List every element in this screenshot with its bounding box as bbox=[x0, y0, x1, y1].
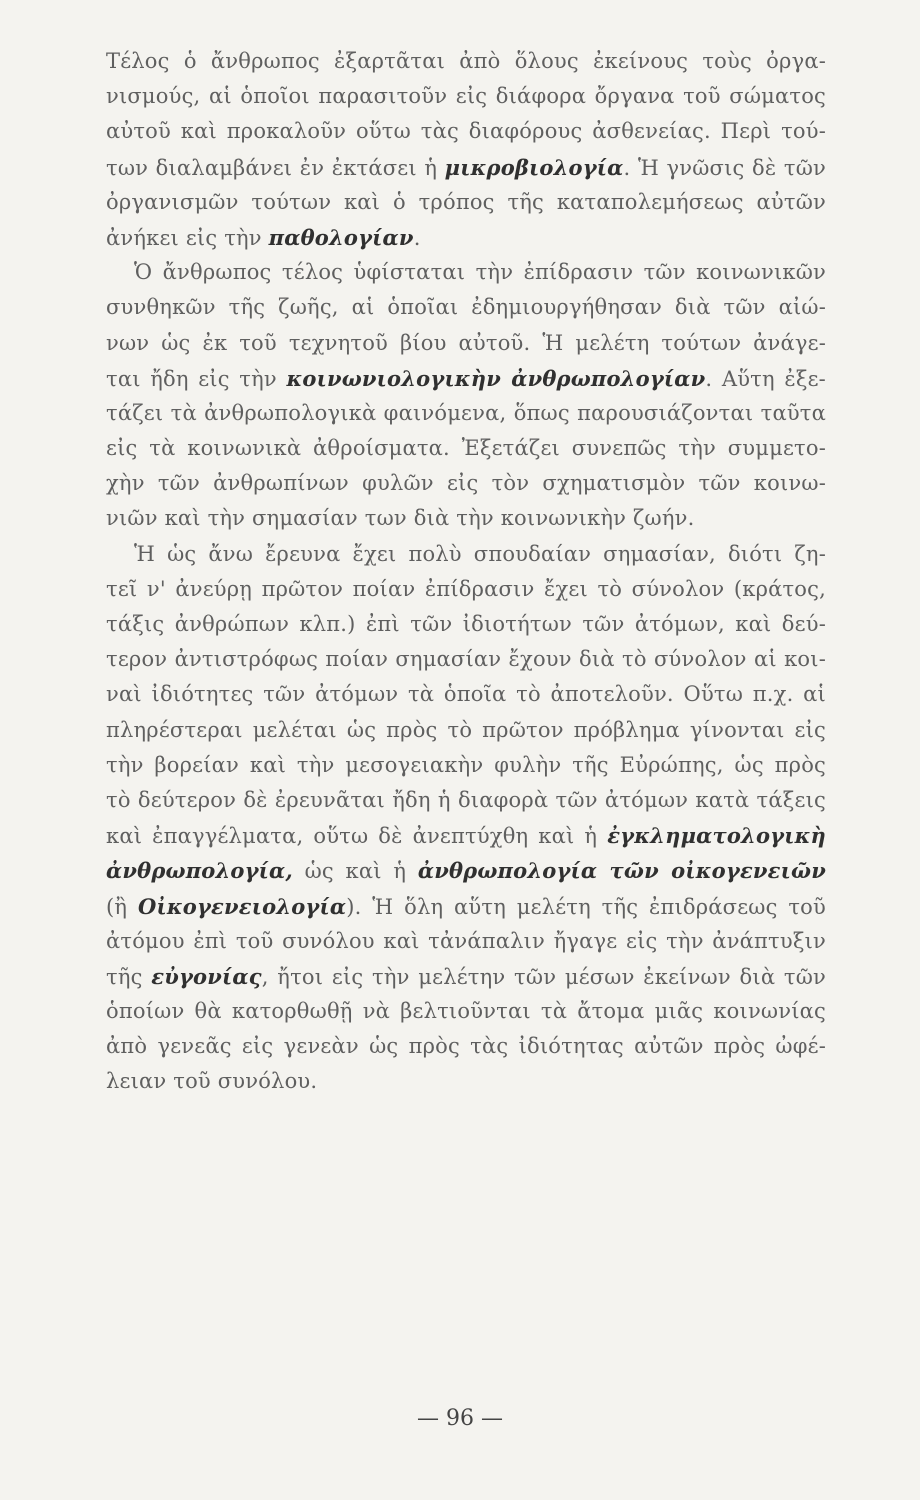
text-segment: συνθηκῶν τῆς ζωῆς, αἱ ὁποῖαι ἐδημιουργήθησαν διὰ τῶν αἰώ- bbox=[106, 295, 826, 320]
text-line bbox=[106, 396, 826, 431]
text-segment: . Ἡ γνῶσις δὲ τῶν bbox=[623, 155, 826, 180]
text-segment: (ἢ bbox=[106, 894, 138, 919]
text-segment: εἰς τὰ κοινωνικὰ ἀθροίσματα. Ἐξετάζει συνεπῶς τὴν συμμετο- bbox=[106, 436, 826, 461]
text-segment: καὶ ἐπαγγέλματα, οὕτω δὲ ἀνεπτύχθη καὶ ἡ bbox=[106, 824, 608, 849]
text-line bbox=[106, 642, 826, 677]
text-line bbox=[106, 924, 826, 959]
text-line bbox=[106, 290, 826, 325]
text-line bbox=[106, 114, 826, 149]
emphasized-term: εὐγονίας bbox=[151, 963, 262, 989]
text-line bbox=[106, 501, 826, 536]
text-line bbox=[106, 959, 826, 994]
text-segment: τάζει τὰ ἀνθρωπολογικὰ φαινόμενα, ὅπως παρουσιάζονται ταῦτα bbox=[106, 400, 826, 425]
text-segment: νων ὡς ἐκ τοῦ τεχνητοῦ βίου αὐτοῦ. Ἡ μελέτη τούτων ἀνάγε- bbox=[106, 330, 826, 355]
page-number: — 96 — bbox=[417, 1406, 503, 1431]
text-segment: ναὶ ἰδιότητες τῶν ἀτόμων τὰ ὁποῖα τὸ ἀποτελοῦν. Οὕτω π.χ. αἱ bbox=[106, 682, 826, 707]
emphasized-term: κοινωνιολογικὴν ἀνθρωπολογίαν bbox=[286, 365, 706, 391]
emphasized-term: παθολογίαν bbox=[268, 224, 414, 250]
text-segment: ἀνήκει εἰς τὴν bbox=[106, 225, 269, 250]
text-segment: ται ἤδη εἰς τὴν bbox=[106, 366, 287, 391]
text-segment: ὡς καὶ ἡ bbox=[292, 859, 418, 884]
text-line bbox=[106, 994, 826, 1029]
text-segment: ὀργανισμῶν τούτων καὶ ὁ τρόπος τῆς καταπολεμήσεως αὐτῶν bbox=[106, 189, 826, 214]
text-segment: ἀτόμου ἐπὶ τοῦ συνόλου καὶ τἀνάπαλιν ἤγαγε εἰς τὴν ἀνάπτυξιν bbox=[106, 928, 826, 953]
text-segment: τεῖ ν' ἀνεύρῃ πρῶτον ποίαν ἐπίδρασιν ἔχει τὸ σύνολον (κράτος, bbox=[106, 576, 826, 601]
text-segment: ). Ἡ ὅλη αὕτη μελέτη τῆς ἐπιδράσεως τοῦ bbox=[346, 894, 826, 919]
text-segment: χὴν τῶν ἀνθρωπίνων φυλῶν εἰς τὸν σχηματισμὸν τῶν κοινω- bbox=[106, 471, 826, 496]
text-segment: αὐτοῦ καὶ προκαλοῦν οὕτω τὰς διαφόρους ἀσθενείας. Περὶ τού- bbox=[106, 119, 826, 144]
text-line bbox=[106, 889, 826, 924]
text-line bbox=[106, 466, 826, 501]
text-line bbox=[106, 677, 826, 712]
text-segment: τὴν βορείαν καὶ τὴν μεσογειακὴν φυλὴν τῆς Εὐρώπης, ὡς πρὸς bbox=[106, 752, 826, 777]
text-segment: Ὁ ἄνθρωπος τέλος ὑφίσταται τὴν ἐπίδρασιν τῶν κοινωνικῶν bbox=[134, 260, 826, 285]
text-line bbox=[106, 185, 826, 220]
text-segment: νισμούς, αἱ ὁποῖοι παρασιτοῦν εἰς διάφορα ὄργανα τοῦ σώματος bbox=[106, 84, 826, 109]
text-line bbox=[106, 431, 826, 466]
text-segment: . bbox=[413, 225, 421, 250]
emphasized-term: μικροβιολογία bbox=[444, 154, 624, 180]
text-segment: των διαλαμβάνει ἐν ἐκτάσει ἡ bbox=[106, 155, 445, 180]
text-segment: λειαν τοῦ συνόλου. bbox=[106, 1069, 318, 1094]
text-line bbox=[106, 361, 826, 396]
text-line bbox=[106, 79, 826, 114]
text-segment: πληρέστεραι μελέται ὡς πρὸς τὸ πρῶτον πρόβλημα γίνονται εἰς bbox=[106, 717, 826, 742]
text-line bbox=[106, 818, 826, 853]
text-segment: ἀπὸ γενεᾶς εἰς γενεὰν ὡς πρὸς τὰς ἰδιότητας αὐτῶν πρὸς ὠφέ- bbox=[106, 1034, 826, 1059]
text-segment: τῆς bbox=[106, 964, 152, 989]
text-line bbox=[106, 607, 826, 642]
text-line bbox=[106, 713, 826, 748]
text-line bbox=[106, 853, 826, 888]
text-segment: . Αὕτη ἐξε- bbox=[705, 366, 826, 391]
text-segment: τὸ δεύτερον δὲ ἐρευνᾶται ἤδη ἡ διαφορὰ τῶν ἀτόμων κατὰ τάξεις bbox=[106, 787, 826, 812]
text-segment: Ἡ ὡς ἄνω ἔρευνα ἔχει πολὺ σπουδαίαν σημασίαν, διότι ζη- bbox=[134, 541, 826, 566]
text-line bbox=[106, 783, 826, 818]
text-line bbox=[106, 220, 826, 255]
text-line bbox=[106, 326, 826, 361]
text-segment: ὁποίων θὰ κατορθωθῇ νὰ βελτιοῦνται τὰ ἄτομα μιᾶς κοινωνίας bbox=[106, 999, 826, 1024]
text-line bbox=[106, 748, 826, 783]
text-line bbox=[106, 572, 826, 607]
text-segment: νιῶν καὶ τὴν σημασίαν των διὰ τὴν κοινωνικὴν ζωήν. bbox=[106, 506, 695, 531]
text-line bbox=[106, 255, 826, 290]
text-segment: , ἤτοι εἰς τὴν μελέτην τῶν μέσων ἐκείνων διὰ τῶν bbox=[261, 964, 826, 989]
text-line bbox=[106, 150, 826, 185]
text-line bbox=[106, 537, 826, 572]
text-segment: τάξις ἀνθρώπων κλπ.) ἐπὶ τῶν ἰδιοτήτων τῶν ἀτόμων, καὶ δεύ- bbox=[106, 612, 826, 636]
text-line bbox=[106, 44, 826, 79]
body-text bbox=[106, 44, 826, 1100]
emphasized-term: ἀνθρωπολογία τῶν οἰκογενειῶν bbox=[417, 858, 826, 884]
text-line bbox=[106, 1064, 826, 1099]
emphasized-term: ἀνθρωπολογία, bbox=[106, 858, 293, 884]
text-segment: τερον ἀντιστρόφως ποίαν σημασίαν ἔχουν διὰ τὸ σύνολον αἱ κοι- bbox=[106, 647, 826, 672]
emphasized-term: ἐγκληματολογικὴ bbox=[607, 823, 826, 849]
text-line bbox=[106, 1029, 826, 1064]
text-segment: Τέλος ὁ ἄνθρωπος ἐξαρτᾶται ἀπὸ ὅλους ἐκείνους τοὺς ὀργα- bbox=[106, 49, 826, 73]
emphasized-term: Οἰκογενειολογία bbox=[137, 893, 347, 919]
